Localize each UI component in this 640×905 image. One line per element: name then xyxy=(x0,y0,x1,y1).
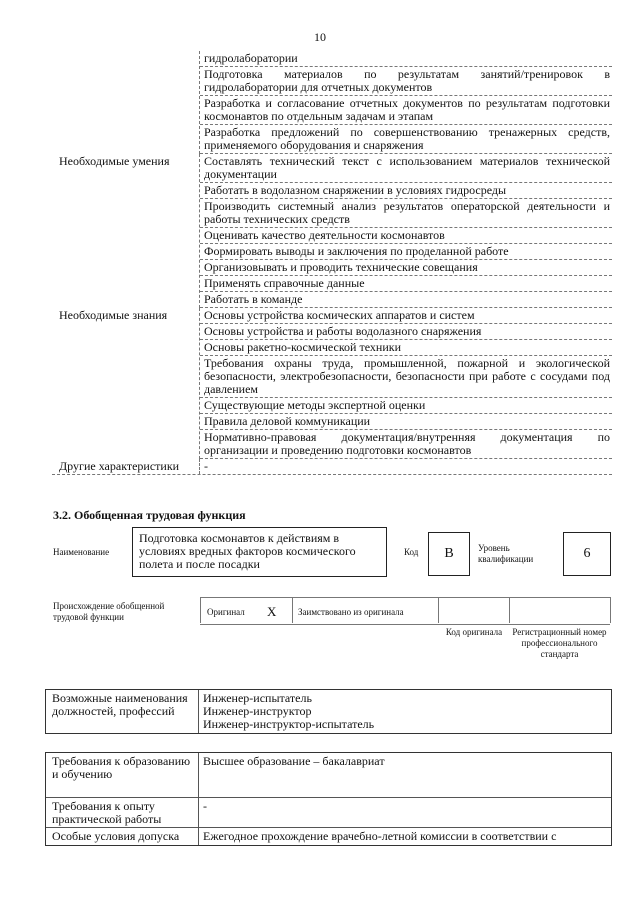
table-cell: Разработка и согласование отчетных документов по результатам подготовки космонавтов по отдельным задачам и этапам xyxy=(200,96,612,125)
table-cell: Разработка предложений по совершенствованию тренажерных средств, применяемого оборудования и снаряжения xyxy=(200,125,612,154)
table-cell: Применять справочные данные xyxy=(200,276,612,292)
row-label xyxy=(52,51,199,154)
table-row xyxy=(52,51,612,154)
positions-list xyxy=(199,690,611,733)
table-cell: Оценивать качество деятельности космонавтов xyxy=(200,228,612,244)
table-row xyxy=(46,753,611,798)
table-cell: Правила деловой коммуникации xyxy=(200,414,612,430)
table-cell: Работать в водолазном снаряжении в условиях гидросреды xyxy=(200,183,612,199)
table-cell: Подготовка материалов по результатам занятий/тренировок в гидролаборатории для отчетных документов xyxy=(200,67,612,96)
original-label: Оригинал xyxy=(207,607,245,617)
table-cell: Существующие методы экспертной оценки xyxy=(200,398,612,414)
row-label: Необходимые умения xyxy=(59,154,170,168)
original-mark: X xyxy=(267,604,277,619)
table-row xyxy=(46,828,611,845)
table-cell: Организовывать и проводить технические совещания xyxy=(200,260,612,276)
table-cell: - xyxy=(204,459,208,473)
function-name: Подготовка космонавтов к действиям в условиях вредных факторов космического полета и после посадки xyxy=(132,527,387,577)
code-value: B xyxy=(428,532,470,576)
table-cell: Ежегодное прохождение врачебно-летной комиссии в соответствии с xyxy=(203,829,557,843)
table-cell: Основы устройства и работы водолазного снаряжения xyxy=(200,324,612,340)
table-cell: Составлять технический текст с использованием материалов технической документации xyxy=(200,154,612,183)
level-value: 6 xyxy=(563,532,611,576)
table-row xyxy=(52,459,612,475)
position-item: Инженер-инструктор xyxy=(203,704,312,718)
registration-caption: Регистрационный номер профессионального стандарта xyxy=(512,627,607,659)
table-row xyxy=(52,308,612,459)
origin-row xyxy=(200,597,610,625)
row-label: Необходимые знания xyxy=(59,308,168,322)
requirements-table xyxy=(45,752,612,846)
table-cell: Основы ракетно-космической техники xyxy=(200,340,612,356)
row-label: Другие характеристики xyxy=(59,459,180,473)
row-label: Особые условия допуска xyxy=(46,828,199,845)
table-cell: Высшее образование – бакалавриат xyxy=(203,754,385,768)
table-cell: - xyxy=(203,799,207,813)
code-label: Код xyxy=(404,547,419,557)
table-cell: Работать в команде xyxy=(200,292,612,308)
row-label: Требования к опыту практической работы xyxy=(46,798,199,827)
origin-label: Происхождение обобщенной трудовой функции xyxy=(53,601,165,622)
borrowed-label: Заимствовано из оригинала xyxy=(298,607,404,617)
competency-table xyxy=(52,51,612,475)
table-row xyxy=(46,798,611,828)
positions-table xyxy=(45,689,612,734)
row-label: Возможные наименования должностей, профессий xyxy=(46,690,199,733)
name-label: Наименование xyxy=(53,547,110,557)
table-row xyxy=(46,690,611,733)
position-item: Инженер-испытатель xyxy=(203,691,312,705)
table-cell: Производить системный анализ результатов операторской деятельности и работы технических средств xyxy=(200,199,612,228)
table-row xyxy=(52,154,612,308)
row-label: Требования к образованию и обучению xyxy=(46,753,199,797)
position-item: Инженер-инструктор-испытатель xyxy=(203,717,375,731)
table-cell: Формировать выводы и заключения по проделанной работе xyxy=(200,244,612,260)
table-cell: Основы устройства космических аппаратов и систем xyxy=(200,308,612,324)
section-title: 3.2. Обобщенная трудовая функция xyxy=(53,508,246,522)
table-cell: Требования охраны труда, промышленной, пожарной и экологической безопасности, электробезопасности, безопасности при работе с сосудами под давлением xyxy=(200,356,612,398)
table-cell: Нормативно-правовая документация/внутренняя документация по организации и проведению подготовки космонавтов xyxy=(200,430,612,459)
level-label: Уровень квалификации xyxy=(478,543,534,564)
table-cell: гидролаборатории xyxy=(200,51,612,67)
page-number: 10 xyxy=(314,30,326,44)
code-caption: Код оригинала xyxy=(445,627,503,637)
